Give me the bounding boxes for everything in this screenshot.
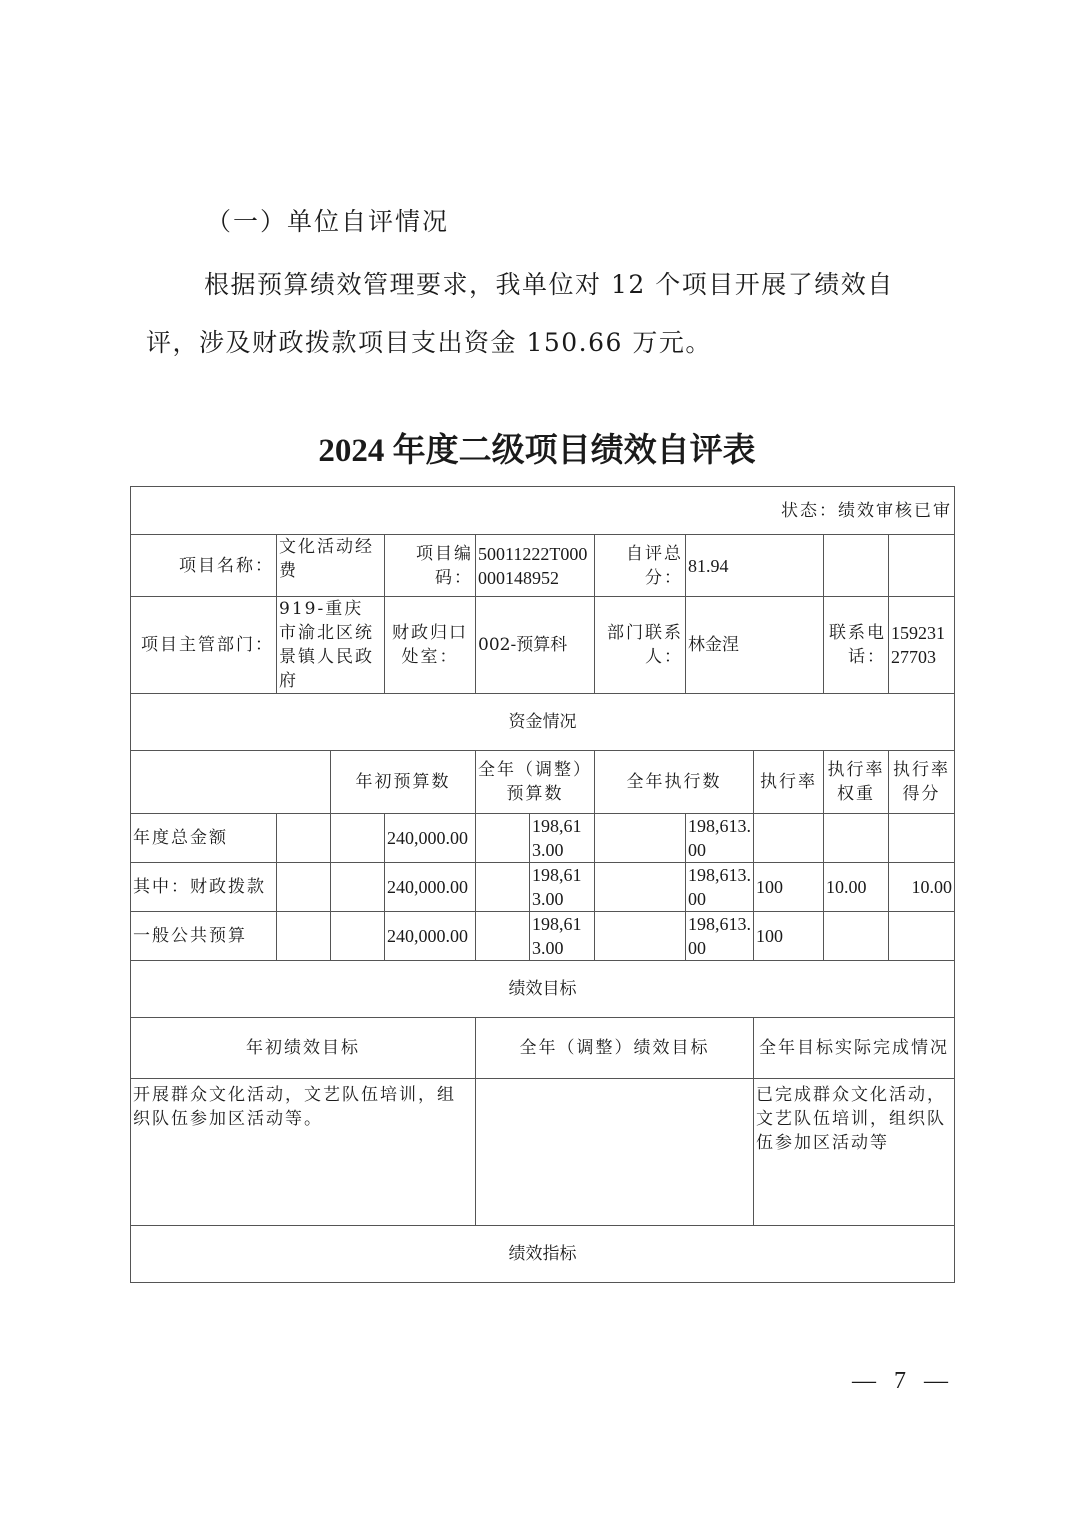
empty-cell — [331, 912, 385, 961]
score-value — [889, 814, 955, 863]
rate-header: 执行率 — [754, 751, 824, 814]
phone-value: 15923127703 — [889, 597, 955, 694]
adjusted-goal-header: 全年（调整）绩效目标 — [476, 1018, 754, 1079]
row-label: 其中：财政拨款 — [131, 863, 277, 912]
empty-cell — [595, 863, 686, 912]
project-name-value: 文化活动经费 — [277, 535, 385, 597]
funds-row — [131, 863, 955, 912]
empty-cell — [277, 863, 331, 912]
adjusted-value: 198,613.00 — [530, 912, 595, 961]
adjusted-budget-header: 全年（调整）预算数 — [476, 751, 595, 814]
empty-cell — [824, 535, 889, 597]
goals-section-label: 绩效目标 — [131, 961, 955, 1018]
finance-office-label: 财政归口处室： — [385, 597, 476, 694]
score-value — [889, 912, 955, 961]
project-name-label: 项目名称： — [131, 535, 277, 597]
empty-header — [131, 751, 331, 814]
section-heading: （一）单位自评情况 — [206, 207, 450, 236]
weight-value — [824, 814, 889, 863]
empty-cell — [476, 863, 530, 912]
finance-office-value: 002-预算科 — [476, 597, 595, 694]
self-score-value: 81.94 — [686, 535, 824, 597]
phone-label: 联系电话： — [824, 597, 889, 694]
initial-value: 240,000.00 — [385, 912, 476, 961]
initial-goal-text: 开展群众文化活动，文艺队伍培训，组织队伍参加区活动等。 — [131, 1079, 476, 1226]
contact-label: 部门联系人： — [595, 597, 686, 694]
empty-cell — [331, 863, 385, 912]
executed-value: 198,613.00 — [686, 863, 754, 912]
project-code-label: 项目编码： — [385, 535, 476, 597]
self-score-label: 自评总分： — [595, 535, 686, 597]
rate-value — [754, 814, 824, 863]
empty-cell — [889, 535, 955, 597]
empty-cell — [595, 814, 686, 863]
row-label: 一般公共预算 — [131, 912, 277, 961]
adjusted-value: 198,613.00 — [530, 863, 595, 912]
weight-header: 执行率权重 — [824, 751, 889, 814]
table-title: 2024 年度二级项目绩效自评表 — [318, 433, 756, 469]
empty-cell — [595, 912, 686, 961]
status-cell: 状态：绩效审核已审 — [131, 487, 955, 535]
contact-value: 林金涅 — [686, 597, 824, 694]
dept-value: 919-重庆市渝北区统景镇人民政府 — [277, 597, 385, 694]
adjusted-value: 198,613.00 — [530, 814, 595, 863]
initial-goal-header: 年初绩效目标 — [131, 1018, 476, 1079]
row-label: 年度总金额 — [131, 814, 277, 863]
adjusted-goal-text — [476, 1079, 754, 1226]
project-code-value: 50011222T000000148952 — [476, 535, 595, 597]
dept-label: 项目主管部门： — [131, 597, 277, 694]
indicators-section-label: 绩效指标 — [131, 1226, 955, 1283]
initial-budget-header: 年初预算数 — [331, 751, 476, 814]
funds-section-label: 资金情况 — [131, 694, 955, 751]
weight-value — [824, 912, 889, 961]
actual-goal-header: 全年目标实际完成情况 — [754, 1018, 955, 1079]
funds-row — [131, 814, 955, 863]
executed-value: 198,613.00 — [686, 912, 754, 961]
empty-cell — [476, 814, 530, 863]
intro-paragraph: 根据预算绩效管理要求，我单位对 12 个项目开展了绩效自评，涉及财政拨款项目支出资金 150.66 万元。 — [146, 270, 894, 357]
rate-value: 100 — [754, 863, 824, 912]
rate-value: 100 — [754, 912, 824, 961]
empty-cell — [277, 814, 331, 863]
self-evaluation-table — [130, 486, 955, 1283]
initial-value: 240,000.00 — [385, 814, 476, 863]
actual-goal-text: 已完成群众文化活动，文艺队伍培训，组织队伍参加区活动等 — [754, 1079, 955, 1226]
page-number: — 7 — — [852, 1368, 954, 1394]
funds-row — [131, 912, 955, 961]
weight-value: 10.00 — [824, 863, 889, 912]
executed-value: 198,613.00 — [686, 814, 754, 863]
score-header: 执行率得分 — [889, 751, 955, 814]
initial-value: 240,000.00 — [385, 863, 476, 912]
empty-cell — [476, 912, 530, 961]
executed-header: 全年执行数 — [595, 751, 754, 814]
empty-cell — [277, 912, 331, 961]
empty-cell — [331, 814, 385, 863]
score-value: 10.00 — [889, 863, 955, 912]
